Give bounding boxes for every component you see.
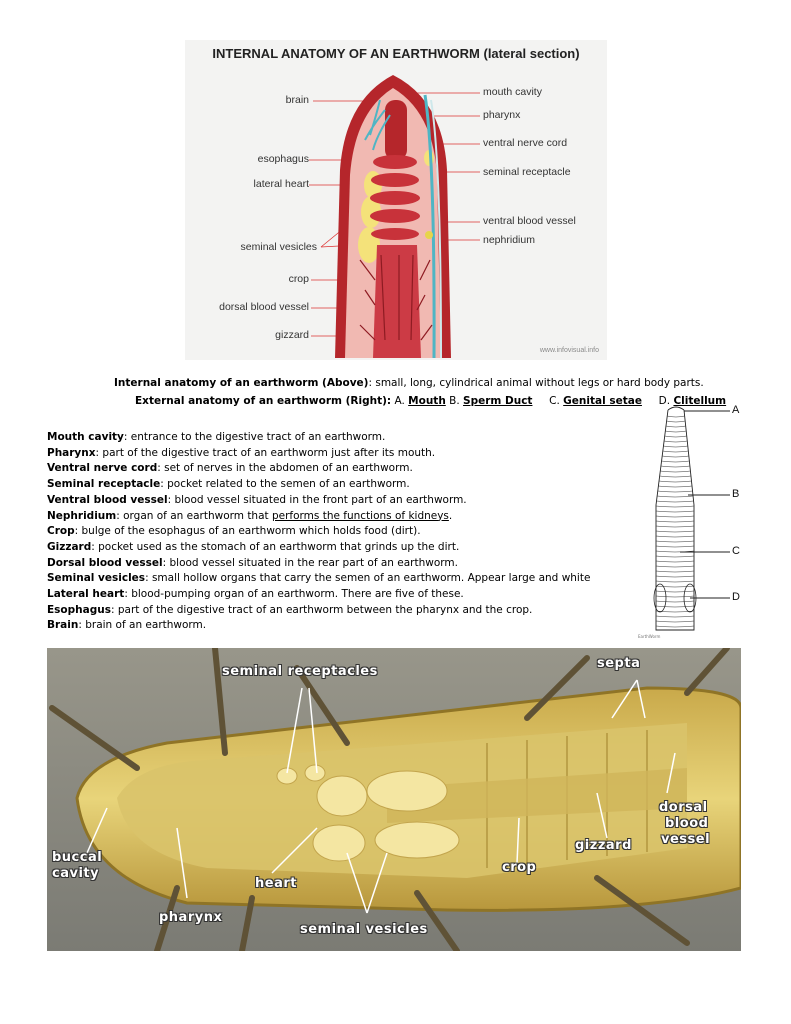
definition-text: : small hollow organs that carry the semen of an earthworm. Appear large and white (145, 572, 591, 585)
definition-item (47, 587, 607, 603)
definitions-list (47, 430, 607, 634)
segment-ring (656, 541, 694, 542)
segment-ring (658, 491, 693, 492)
definition-term: Ventral blood vessel (47, 493, 168, 506)
label-ventral-blood-vessel: ventral blood vessel (483, 215, 576, 227)
definition-text: : part of the digestive tract of an earthworm just after its mouth. (95, 446, 436, 459)
external-caption-sep: : (386, 395, 392, 407)
internal-caption (114, 377, 704, 389)
definition-text: : blood vessel situated in the rear part of an earthworm. (162, 556, 458, 569)
definition-text: : pocket related to the semen of an earthworm. (160, 478, 410, 491)
definition-text-after: . (448, 509, 453, 522)
definition-term: Dorsal blood vessel (47, 556, 163, 569)
segment-ring (656, 606, 694, 607)
definition-item (47, 430, 607, 446)
photo-label-seminal-vesicles: seminal vesicles (300, 922, 428, 937)
segment-ring (656, 506, 694, 507)
definition-item (47, 556, 607, 572)
segment-ring (665, 431, 686, 432)
definition-item (47, 477, 607, 493)
definition-term: Mouth cavity (47, 431, 124, 443)
definition-item (47, 509, 607, 525)
photo-label-gizzard: gizzard (575, 838, 632, 853)
option-b: Sperm Duct (463, 395, 533, 407)
segment-ring (656, 521, 694, 522)
definition-item (47, 493, 607, 509)
internal-anatomy-diagram (185, 40, 607, 360)
definition-item (47, 618, 607, 634)
segment-ring (656, 526, 694, 527)
letter-a: A (732, 404, 740, 416)
label-mouth-cavity: mouth cavity (483, 86, 542, 98)
external-caption-title: External anatomy of an earthworm (Right) (135, 395, 387, 407)
photo-label-vessel: vessel (661, 832, 711, 847)
definition-term: Crop (47, 525, 75, 538)
segment-ring (657, 501, 694, 502)
photo-label-blood: blood (665, 816, 709, 831)
option-d: Clitellum (673, 395, 727, 407)
definition-text: : bulge of the esophagus of an earthworm which holds food (dirt). (74, 525, 421, 538)
definition-term: Ventral nerve cord (47, 462, 158, 475)
segment-ring (660, 471, 690, 472)
option-a-prefix: A. (394, 395, 405, 407)
segment-ring (664, 441, 687, 442)
segment-ring (667, 416, 684, 417)
segment-ring (663, 451, 688, 452)
definition-text: : blood vessel situated in the front part of an earthworm. (167, 493, 467, 506)
definition-text: : brain of an earthworm. (78, 619, 207, 632)
definition-term: Gizzard (47, 540, 92, 553)
definition-item (47, 461, 607, 477)
segment-ring (656, 546, 694, 547)
segment-ring (656, 536, 694, 537)
option-b-prefix: B. (449, 395, 460, 407)
segment-ring (656, 566, 694, 567)
dissection-photo (47, 648, 741, 951)
definition-text: : pocket used as the stomach of an earthworm that grinds up the dirt. (91, 540, 460, 553)
segment-ring (656, 531, 694, 532)
photo-label-seminal-receptacles: seminal receptacles (222, 664, 378, 679)
definition-term: Brain (47, 619, 79, 632)
label-brain: brain (285, 94, 309, 106)
photo-label-buccal: buccal (52, 850, 103, 865)
segment-ring (661, 466, 690, 467)
segment-ring (656, 596, 694, 597)
segment-ring (665, 436, 687, 437)
segment-ring (659, 481, 691, 482)
definition-item (47, 603, 607, 619)
worm-external-drawing (620, 400, 780, 640)
option-c-prefix: C. (549, 395, 560, 407)
definition-term: Seminal vesicles (47, 572, 146, 585)
segment-ring (656, 601, 694, 602)
segment-ring (657, 496, 693, 497)
external-anatomy-diagram (620, 400, 780, 640)
photo-label-dorsal: dorsal (659, 800, 708, 815)
definition-term: Nephridium (47, 509, 117, 522)
definition-text: : entrance to the digestive tract of an earthworm. (123, 431, 386, 443)
definition-term: Pharynx (47, 446, 96, 459)
label-esophagus: esophagus (257, 153, 309, 165)
definition-text: : set of nerves in the abdomen of an earthworm. (157, 462, 413, 475)
segment-ring (656, 591, 694, 592)
segment-ring (663, 446, 687, 447)
segment-ring (658, 486, 692, 487)
photo-label-pharynx: pharynx (159, 910, 223, 925)
definition-term: Seminal receptacle (47, 478, 161, 491)
photo-label-cavity: cavity (52, 866, 100, 881)
segment-ring (667, 421, 686, 422)
internal-caption-text: : small, long, cylindrical animal without legs or hard body parts. (368, 377, 704, 389)
segment-ring (656, 516, 694, 517)
segment-ring (656, 626, 694, 627)
drawing-tiny-caption: EarthWorm (638, 634, 661, 639)
letter-d: D (732, 591, 740, 603)
definition-underlined: performs the functions of kidneys (271, 509, 449, 522)
definition-text: : blood-pumping organ of an earthworm. There are five of these. (124, 588, 464, 601)
segment-ring (662, 461, 690, 462)
label-gizzard: gizzard (275, 329, 309, 341)
letter-c: C (732, 545, 740, 557)
letter-b: B (732, 488, 740, 500)
segment-ring (656, 511, 694, 512)
segment-ring (656, 556, 694, 557)
definition-item (47, 540, 607, 556)
label-seminal-receptacle: seminal receptacle (483, 166, 571, 178)
segment-ring (656, 581, 694, 582)
definition-term: Esophagus (47, 603, 111, 616)
segment-ring (656, 561, 694, 562)
definition-term: Lateral heart (47, 588, 125, 601)
segment-ring (656, 621, 694, 622)
segment-ring (662, 456, 689, 457)
label-seminal-vesicles: seminal vesicles (240, 241, 317, 253)
label-nephridium: nephridium (483, 234, 535, 246)
diagram-credit: www.infovisual.info (539, 347, 599, 354)
label-dorsal-blood-vessel: dorsal blood vessel (219, 301, 309, 313)
option-a: Mouth (408, 395, 446, 407)
segment-ring (660, 476, 691, 477)
label-crop: crop (288, 273, 309, 285)
segment-ring (656, 616, 694, 617)
label-pharynx: pharynx (483, 109, 521, 121)
diagram-title: INTERNAL ANATOMY OF AN EARTHWORM (lateral section) (212, 46, 580, 61)
segment-ring (656, 576, 694, 577)
definition-item (47, 524, 607, 540)
internal-caption-title: Internal anatomy of an earthworm (Above) (114, 377, 369, 389)
option-c: Genital setae (563, 395, 642, 407)
segment-ring (666, 426, 686, 427)
photo-label-septa: septa (597, 656, 641, 671)
photo-label-crop: crop (502, 860, 537, 875)
photo-label-heart: heart (255, 876, 297, 891)
segment-ring (656, 586, 694, 587)
segment-ring (656, 571, 694, 572)
definition-text: : organ of an earthworm that (116, 509, 272, 522)
definition-text: : part of the digestive tract of an earthworm between the pharynx and the crop. (110, 603, 533, 616)
label-lateral-heart: lateral heart (253, 178, 309, 190)
definition-item (47, 446, 607, 462)
label-ventral-nerve-cord: ventral nerve cord (483, 137, 568, 149)
dissection-illustration (47, 648, 741, 951)
definition-item (47, 571, 607, 587)
option-d-prefix: D. (658, 395, 671, 407)
